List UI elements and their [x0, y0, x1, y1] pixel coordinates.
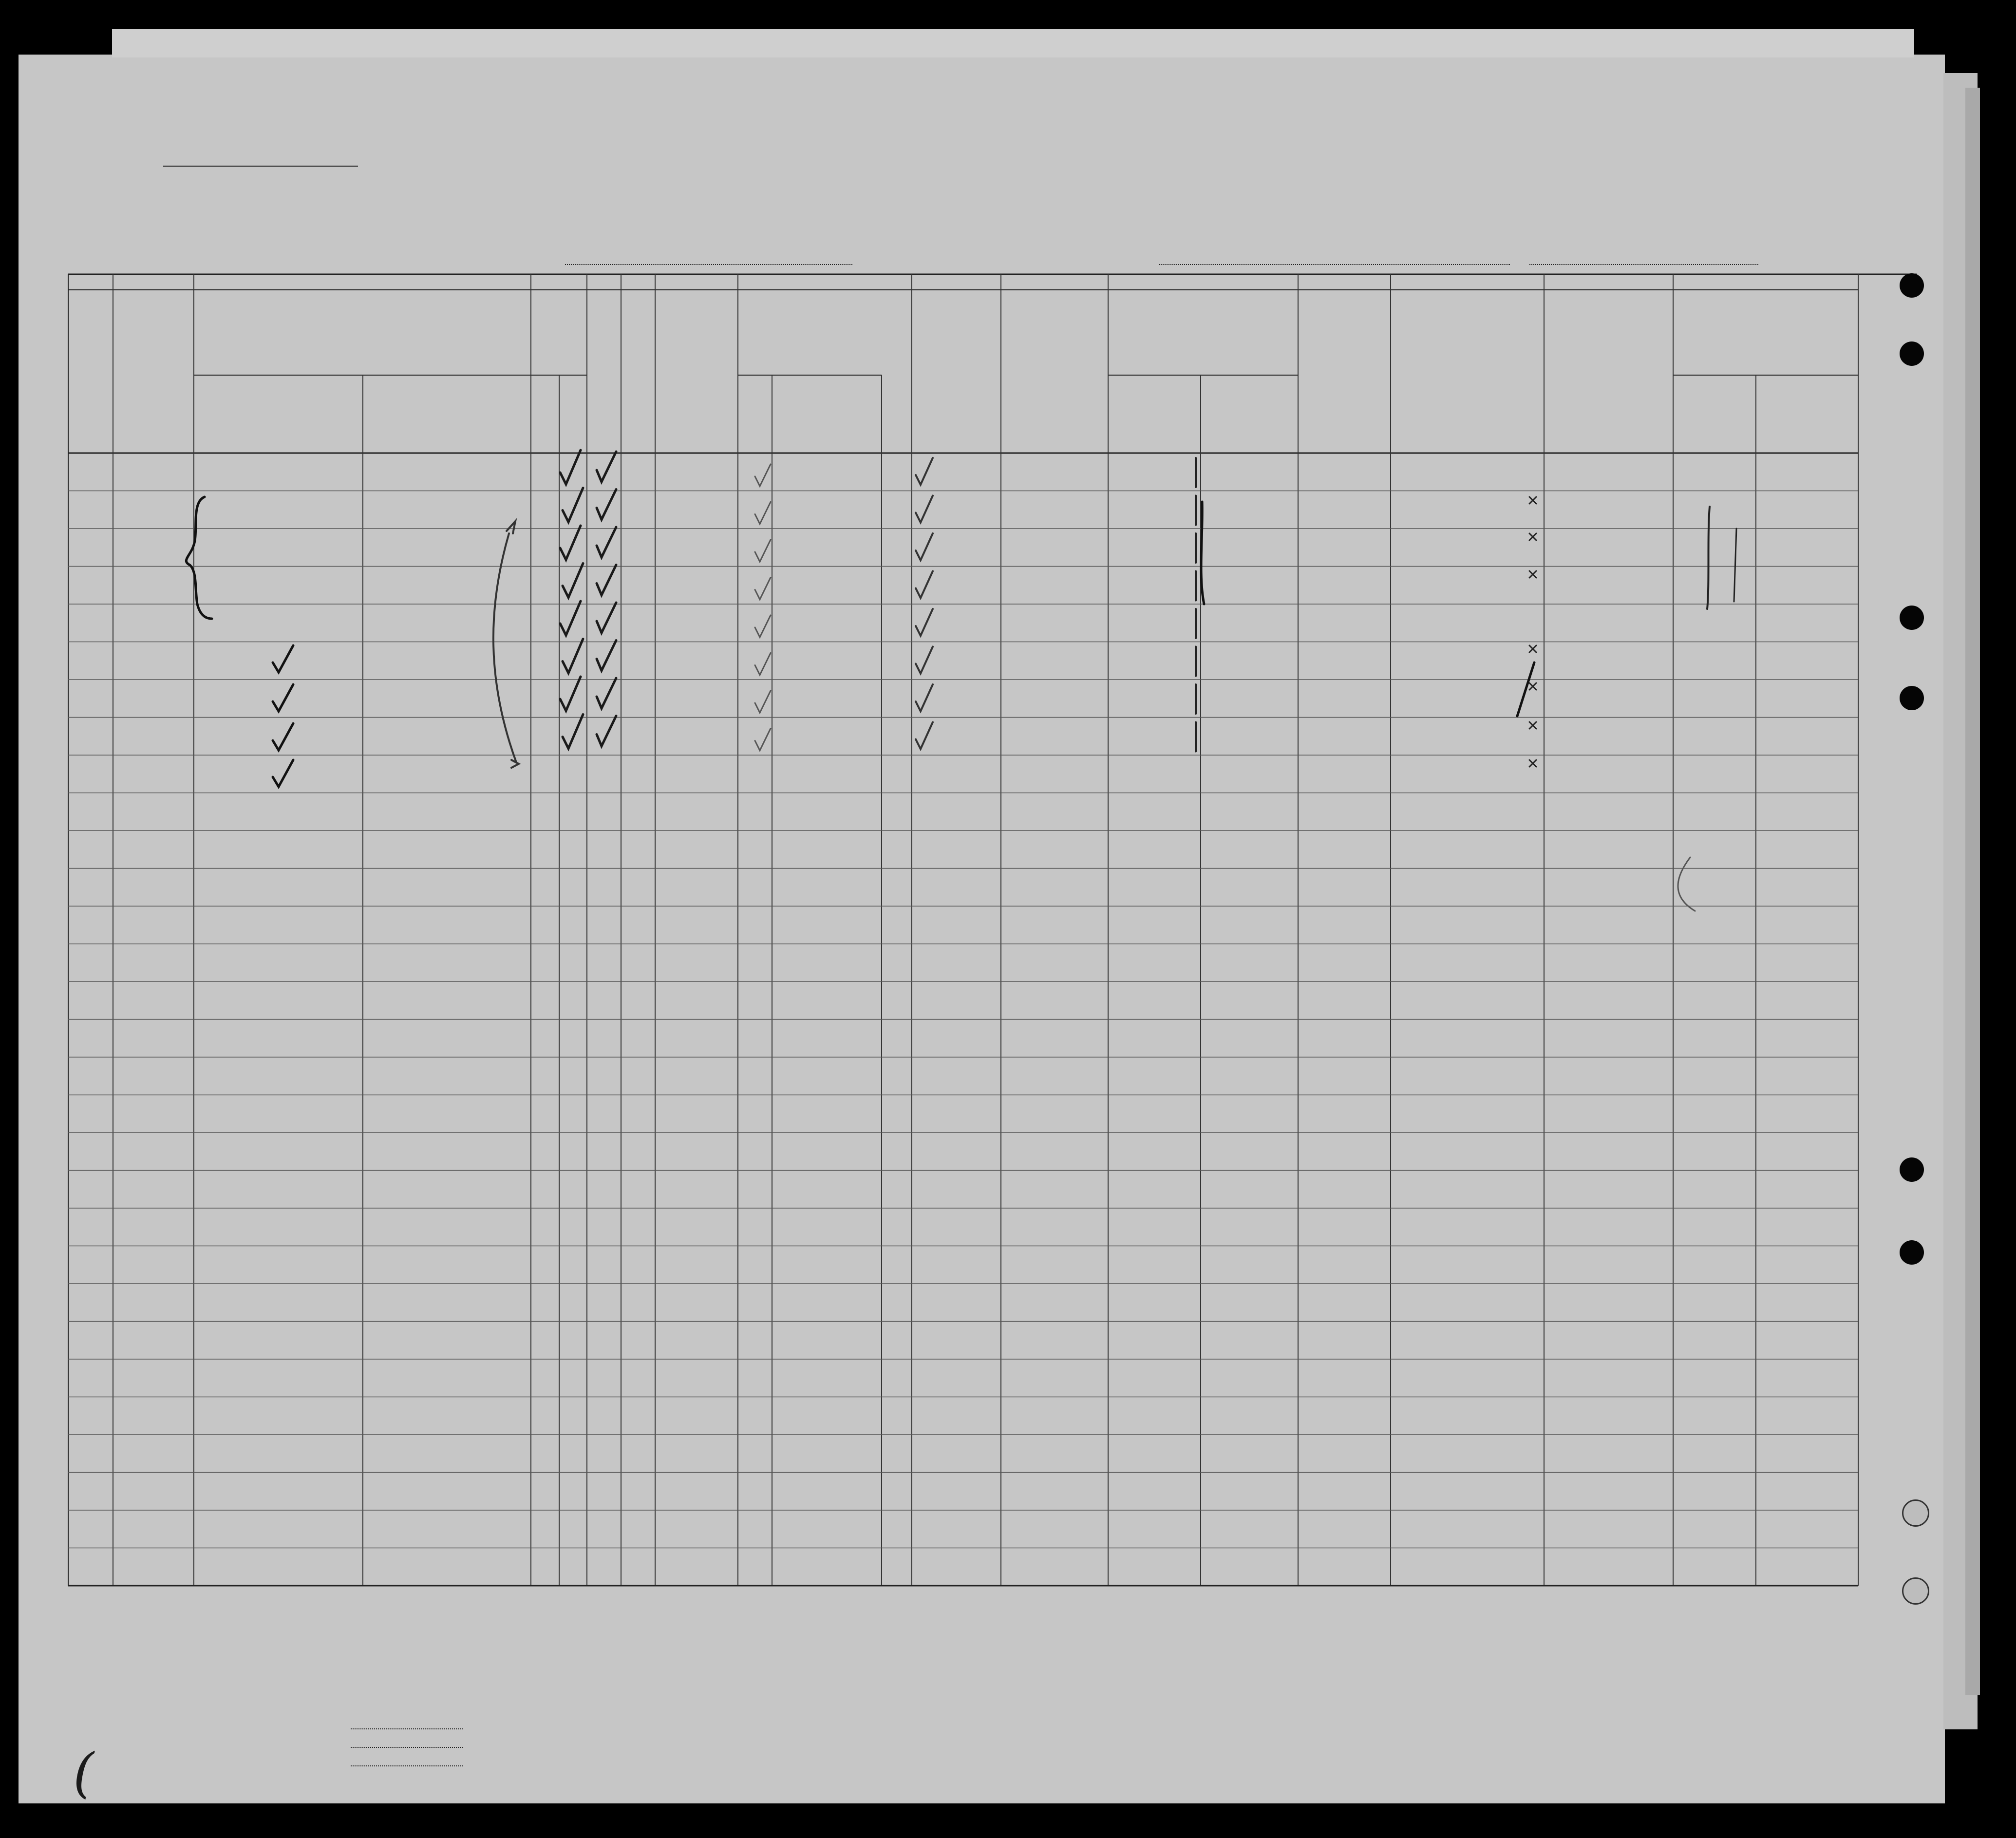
footer-total-line: [351, 1728, 463, 1729]
footer-aliens-line: [351, 1765, 463, 1766]
punch-hole-4: [1900, 686, 1924, 710]
ship-underline: [565, 264, 852, 265]
port-underline: [1159, 264, 1510, 265]
corner-scribble: (: [73, 1742, 94, 1804]
punch-hole-3: [1900, 606, 1924, 630]
punch-hole-8: [1902, 1577, 1929, 1605]
punch-hole-1: [1900, 273, 1924, 298]
punch-hole-6: [1900, 1240, 1924, 1265]
punch-hole-2: [1900, 341, 1924, 366]
punch-hole-5: [1900, 1157, 1924, 1182]
punch-hole-7: [1902, 1499, 1929, 1527]
date-underline: [1529, 264, 1758, 265]
footer-us-line: [351, 1747, 463, 1748]
list-underline: [163, 166, 358, 167]
